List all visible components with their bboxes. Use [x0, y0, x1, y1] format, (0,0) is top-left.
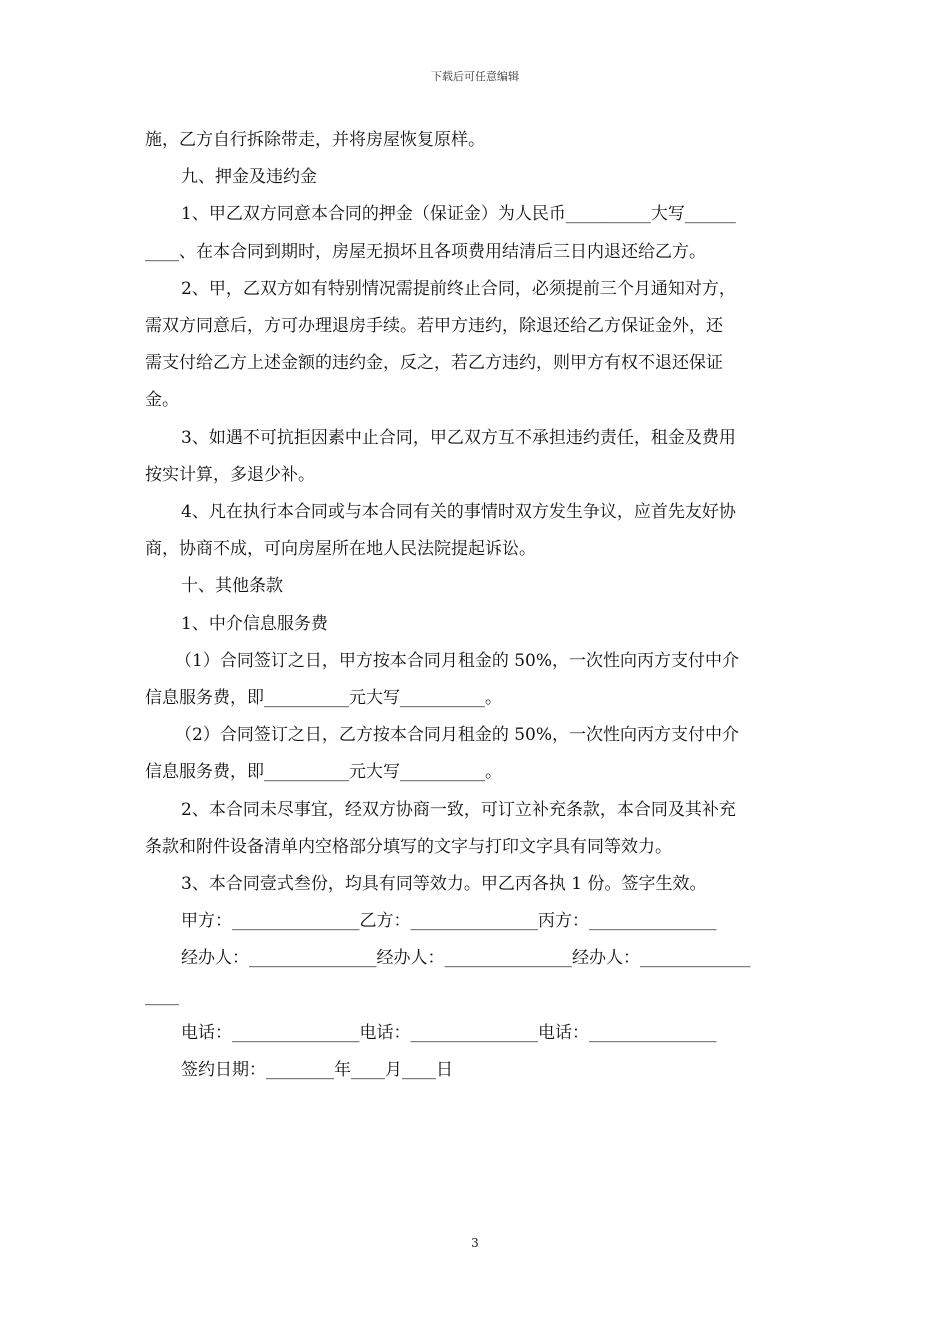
text-line: 1、中介信息服务费: [181, 613, 328, 634]
text-line: 按实计算，多退少补。: [145, 464, 315, 485]
document-body: [145, 122, 807, 1089]
text-line: 信息服务费，即__________元大写__________。: [145, 762, 502, 783]
text-line: 施，乙方自行拆除带走，并将房屋恢复原样。: [145, 130, 485, 150]
text-line: 2、本合同未尽事宜，经双方协商一致，可订立补充条款，本合同及其补充: [181, 799, 736, 820]
text-line: 4、凡在执行本合同或与本合同有关的事情时双方发生争议，应首先友好协: [181, 502, 736, 523]
signature-agent-line-continued: ____: [145, 985, 179, 1006]
text-line: 3、如遇不可抗拒因素中止合同，甲乙双方互不承担违约责任，租金及费用: [181, 427, 736, 448]
page-header: 下载后可任意编辑: [431, 70, 519, 83]
text-line: 2、甲，乙双方如有特别情况需提前终止合同，必须提前三个月通知对方，: [181, 278, 736, 299]
text-line: 需双方同意后，方可办理退房手续。若甲方违约，除退还给乙方保证金外，还: [145, 316, 723, 337]
text-line: ____、在本合同到期时，房屋无损坏且各项费用结清后三日内退还给乙方。: [145, 241, 706, 262]
signature-phone-line: 电话：_______________电话：_______________电话：_______________: [181, 1022, 717, 1043]
text-line: （2）合同签订之日，乙方按本合同月租金的 50%，一次性向丙方支付中介: [175, 725, 740, 746]
signature-agent-line: 经办人：_______________经办人：_______________经办人：_____________: [181, 948, 751, 969]
signature-party-line: 甲方：_______________乙方：_______________丙方：_______________: [181, 911, 717, 932]
text-line: 需支付给乙方上述金额的违约金，反之，若乙方违约，则甲方有权不退还保证: [145, 353, 723, 374]
text-line: 信息服务费，即__________元大写__________。: [145, 688, 502, 709]
text-line: 金。: [145, 390, 179, 411]
text-line: （1）合同签订之日，甲方按本合同月租金的 50%，一次性向丙方支付中介: [175, 650, 740, 671]
text-line: 商，协商不成，可向房屋所在地人民法院提起诉讼。: [145, 539, 536, 560]
section-heading-9: 九、押金及违约金: [181, 167, 317, 188]
text-line: 条款和附件设备清单内空格部分填写的文字与打印文字具有同等效力。: [145, 836, 672, 857]
section-heading-10: 十、其他条款: [181, 576, 283, 597]
signature-date-line: 签约日期：________年____月____日: [181, 1060, 453, 1081]
text-line: 1、甲乙双方同意本合同的押金（保证金）为人民币__________大写______: [181, 204, 736, 225]
text-line: 3、本合同壹式叁份，均具有同等效力。甲乙丙各执 1 份。签字生效。: [181, 874, 707, 895]
page-number: 3: [471, 1236, 479, 1250]
